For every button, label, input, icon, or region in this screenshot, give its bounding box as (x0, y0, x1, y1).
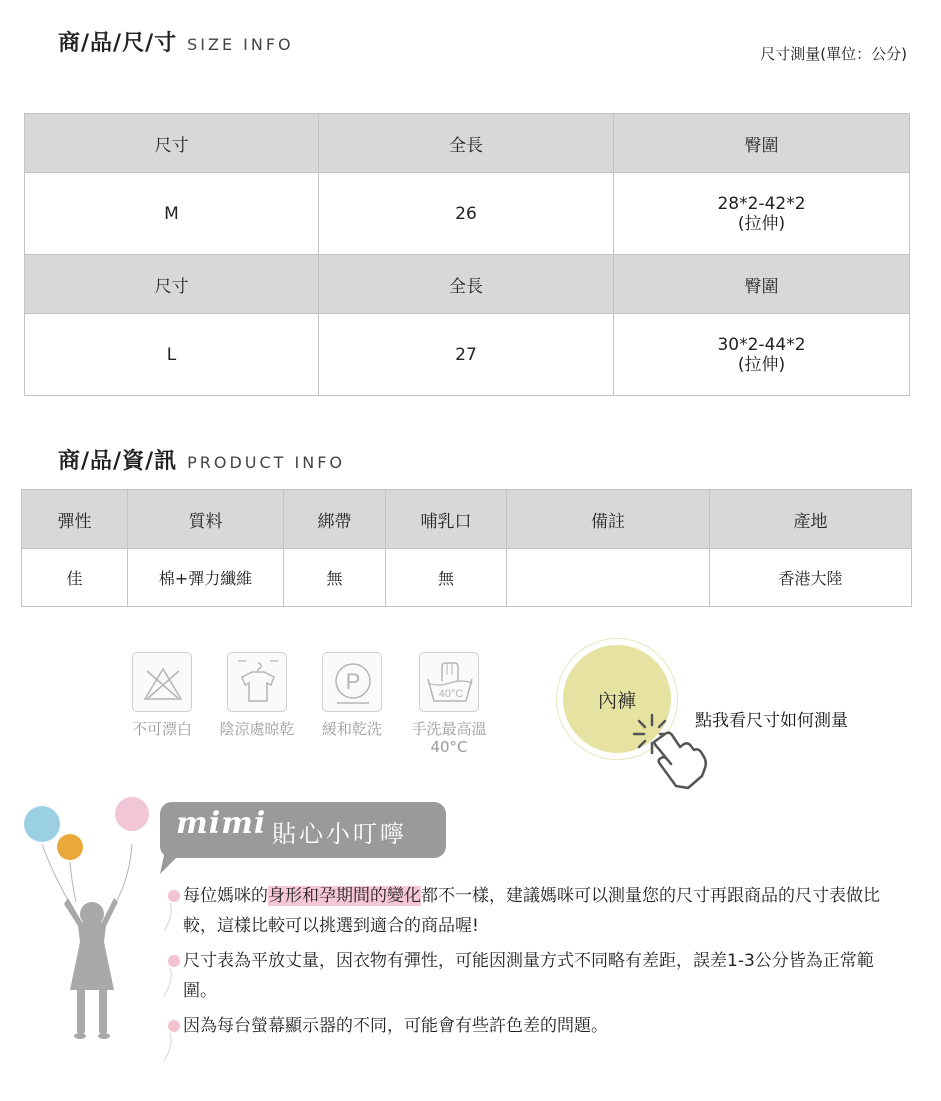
pink-dot-icon (168, 1020, 180, 1032)
dry-clean-glyph: P (345, 669, 361, 694)
orange-balloon (57, 834, 83, 860)
product-value-elasticity: 佳 (22, 549, 128, 607)
tips-heading: 貼心小叮嚀 (272, 820, 407, 848)
product-header-elasticity: 彈性 (22, 490, 128, 549)
size-table (24, 113, 910, 396)
size-row-m (25, 173, 910, 255)
tips-brand: mimi (176, 806, 267, 841)
tip-text-pre: 每位媽咪的 (183, 886, 268, 906)
measure-circle-label[interactable]: 內褲 (563, 645, 671, 753)
swirl-line-icon (160, 968, 176, 998)
swirl-line-icon (160, 903, 176, 933)
product-info-title (58, 444, 345, 475)
size-cell-length: 27 (319, 314, 614, 396)
size-title-zh: 商/品/尺/寸 (58, 31, 178, 56)
size-header-size: 尺寸 (25, 114, 319, 173)
hip-value: 28*2-42*2 (717, 193, 806, 214)
care-label (399, 720, 499, 756)
shade-dry-icon (227, 652, 287, 712)
girl-silhouette (64, 898, 118, 1039)
hand-wash-icon (419, 652, 479, 712)
product-value-ties: 無 (284, 549, 386, 607)
size-title-en: SIZE INFO (187, 35, 294, 54)
bubble-tail (160, 846, 190, 874)
tip-text (168, 881, 898, 941)
gentle-dry-clean-icon (322, 652, 382, 712)
size-header-hip: 臀圍 (614, 255, 910, 314)
tip-text-post: 都不一樣，建議媽咪可以測量您的尺寸再跟商品的尺寸表做比較，這樣比較可以挑選到適合的商品喔! (183, 886, 880, 936)
tip-item (168, 946, 898, 1006)
care-shade-dry (207, 652, 307, 738)
care-gentle-dry-clean (302, 652, 402, 738)
size-cell-hip (614, 314, 910, 396)
hand-wash-temp-glyph: 40°C (438, 688, 464, 700)
product-value-material: 棉+彈力纖維 (128, 549, 284, 607)
product-header-material: 質料 (128, 490, 284, 549)
product-header-ties: 綁帶 (284, 490, 386, 549)
hip-note: (拉伸) (737, 354, 786, 375)
product-header-nursing: 哺乳口 (386, 490, 507, 549)
no-bleach-icon (132, 652, 192, 712)
care-label: 不可漂白 (131, 720, 192, 738)
size-header-hip: 臀圍 (614, 114, 910, 173)
swirl-line-icon (160, 1033, 176, 1063)
size-cell-size: M (25, 173, 319, 255)
care-hand-wash (399, 652, 499, 756)
tip-item (168, 881, 898, 941)
size-cell-size: L (25, 314, 319, 396)
product-title-zh: 商/品/資/訊 (58, 449, 178, 474)
care-label-line2: 40°C (430, 738, 468, 756)
product-value-nursing: 無 (386, 549, 507, 607)
girl-with-balloons-illustration (18, 792, 168, 1052)
tip-text: 因為每台螢幕顯示器的不同，可能會有些許色差的問題。 (183, 1016, 608, 1036)
tip-highlight: 身形和孕期間的變化 (268, 886, 421, 906)
product-value-notes (507, 549, 710, 607)
care-no-bleach (112, 652, 212, 738)
click-hand-icon[interactable] (630, 712, 710, 794)
hip-value: 30*2-44*2 (717, 334, 806, 355)
how-to-measure-link[interactable]: 點我看尺寸如何測量 (695, 711, 848, 731)
product-table (21, 489, 912, 607)
size-header-size: 尺寸 (25, 255, 319, 314)
product-header-row (22, 490, 912, 549)
size-header-row-m (25, 114, 910, 173)
size-row-l (25, 314, 910, 396)
pink-dot-icon (168, 955, 180, 967)
size-cell-hip (614, 173, 910, 255)
hip-note: (拉伸) (737, 213, 786, 234)
product-title-en: PRODUCT INFO (187, 453, 346, 472)
blue-balloon (24, 806, 60, 842)
pink-balloon (115, 797, 149, 831)
size-header-length: 全長 (319, 255, 614, 314)
balloon-strings (42, 844, 132, 902)
unit-note: 尺寸測量(單位：公分) (760, 45, 907, 63)
care-label: 陰涼處晾乾 (219, 720, 295, 738)
size-header-row-l (25, 255, 910, 314)
care-label: 緩和乾洗 (321, 720, 382, 738)
tip-text: 尺寸表為平放丈量，因衣物有彈性，可能因測量方式不同略有差距，誤差1-3公分皆為正常範圍。 (183, 951, 874, 1001)
product-header-notes: 備註 (507, 490, 710, 549)
tip-item (168, 1011, 898, 1041)
size-cell-length: 26 (319, 173, 614, 255)
product-value-origin: 香港大陸 (710, 549, 912, 607)
product-header-origin: 產地 (710, 490, 912, 549)
product-value-row (22, 549, 912, 607)
size-header-length: 全長 (319, 114, 614, 173)
care-label-line1: 手洗最高溫 (411, 720, 487, 738)
size-info-title (58, 26, 294, 57)
pink-dot-icon (168, 890, 180, 902)
